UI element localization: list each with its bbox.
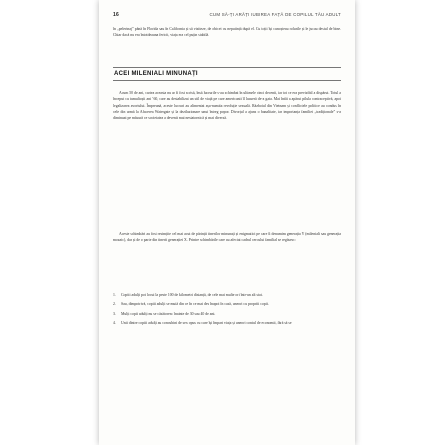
list-text: Copiii adulți pot locui la peste 100 de kilometri distanță, de cele mai multe ori într-un alt stat. — [121, 293, 263, 297]
list-item — [113, 320, 341, 326]
book-page — [99, 0, 355, 445]
list-number: 4. — [113, 320, 116, 325]
list-item — [113, 301, 341, 307]
list-number: 1. — [113, 293, 116, 297]
list-item — [113, 292, 341, 298]
section-heading-box — [113, 67, 341, 81]
page-number: 16 — [113, 12, 119, 18]
list-text: Mulți copii adulți nu se căsătoresc înainte de 30 sau 40 de ani. — [121, 311, 216, 316]
section-title: ACEI MILENIALI MINUNAȚI — [114, 71, 198, 77]
list-item — [113, 311, 341, 317]
list-number: 2. — [113, 302, 116, 307]
paragraph-intro: în „pelerinaj” până în Florida sau în California și să viziteze, de obicei cu neputință după el. Cu toții își cunoșteau rolurile și le jucau destul de bine. Chiar dacă nu era întotdeauna fericit, viața era cel puțin stabilă. — [113, 27, 341, 38]
paragraph-changes: Aceste schimbări au fost resimțite cel mai acut de părinții tinerilor minunați și enigmatici pe care îi denumim generația Y (mileniali sau generația mozaic), dar și de o parte din tinerii generației X. Printre schimbările care au afectat cadrul cercului familial se regăsesc: — [113, 232, 341, 243]
list-text: Sau, dimpotrivă, copiii adulți se mută din ce în ce mai des înapoi în casă, uneori cu propriii copii. — [121, 302, 269, 307]
running-title: CUM SĂ-ȚI ARĂȚI IUBIREA FAȚĂ DE COPILUL TĂU ADULT — [209, 12, 341, 17]
list-text: Unii dintre copiii adulți au concubini de sex opus cu care își împart viața și uneori contul de economii, fără să se — [121, 320, 292, 325]
changes-list — [113, 292, 341, 329]
list-number: 3. — [113, 311, 116, 316]
page-header — [113, 12, 341, 22]
paragraph-body: Acum 50 de ani, cartea aceasta nu ar fi fost scrisă, însă lucrurile s-au schimbat în ultimele cinci decenii, iar tot ce era previzibil a dispărut. Totul a început cu tumultoșii ani ’60, care au destabilizat un stil de viață pe care americanii îl luaseră de-a gata. Mai întâi a apărut pilula contraceptivă, apoi legalizarea avortului. Împreună, aceste lucruri au alimentat așa-numita revoluție sexuală. Războiul din Vietnam și conflictele politice au condus în cele din urmă la Afacerea Watergate și la deziluzionare unui întreg popor. Divorțul a ajuns o banalitate, iar importanța familiei „tradiționale” s-a diminuat pe măsură ce societatea a devenit mai nestatornică și mai diversă. — [113, 91, 341, 121]
